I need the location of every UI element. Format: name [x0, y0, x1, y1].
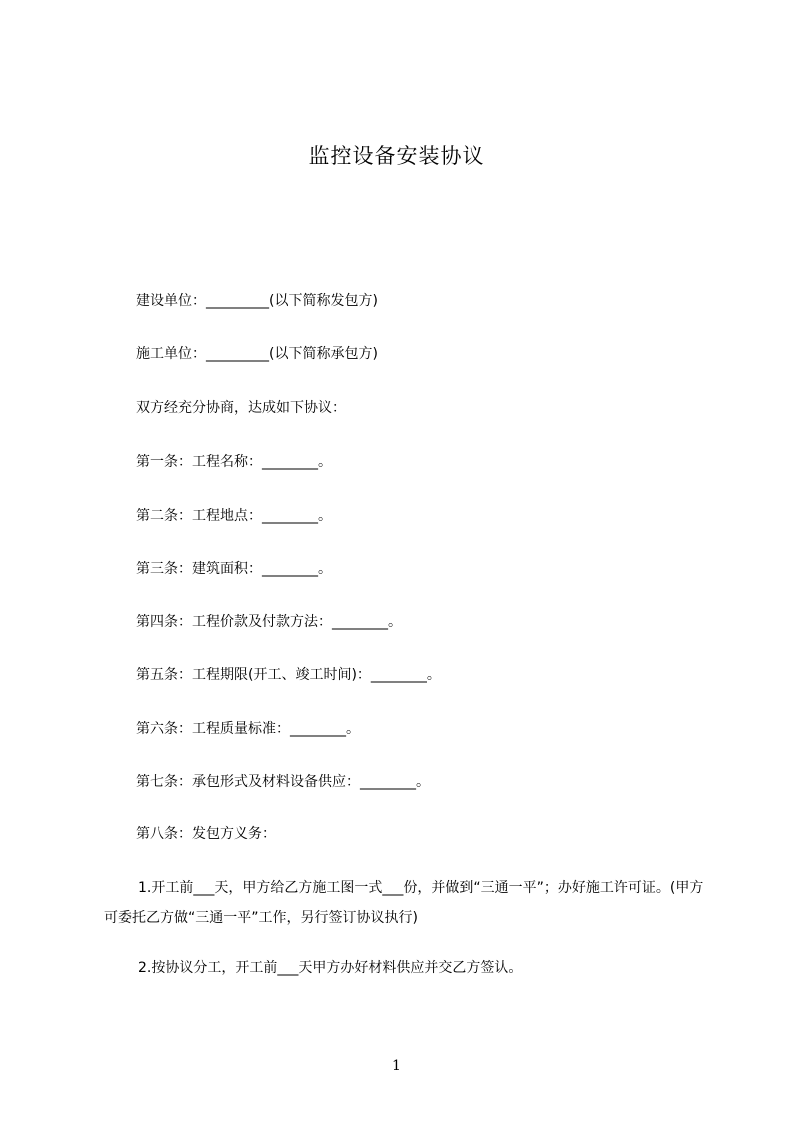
- contractor-unit-line: 施工单位：_________(以下简称承包方): [136, 346, 378, 362]
- article-3-line: 第三条：建筑面积：________。: [136, 561, 332, 577]
- article-4-line: 第四条：工程价款及付款方法：________。: [136, 614, 402, 630]
- article-2-line: 第二条：工程地点：________。: [136, 508, 332, 524]
- page-number: 1: [392, 1058, 401, 1074]
- construction-unit-line: 建设单位：_________(以下简称发包方): [136, 293, 378, 309]
- agreement-intro-line: 双方经充分协商，达成如下协议：: [136, 400, 346, 416]
- article-8-line: 第八条：发包方义务：: [136, 826, 276, 842]
- article-5-line: 第五条：工程期限(开工、竣工时间)：________。: [136, 667, 441, 683]
- employer-obligation-item-2: 2.按协议分工，开工前___天甲方办好材料供应并交乙方签认。: [138, 960, 523, 976]
- article-6-line: 第六条：工程质量标准：________。: [136, 721, 360, 737]
- article-1-line: 第一条：工程名称：________。: [136, 454, 332, 470]
- document-title: 监控设备安装协议: [308, 144, 485, 168]
- article-7-line: 第七条：承包形式及材料设备供应：________。: [136, 774, 430, 790]
- employer-obligation-item-1: 1.开工前___天，甲方给乙方施工图一式___份，并做到“三通一平”；办好施工许可证。(甲方可委托乙方做“三通一平”工作，另行签订协议执行): [104, 880, 704, 926]
